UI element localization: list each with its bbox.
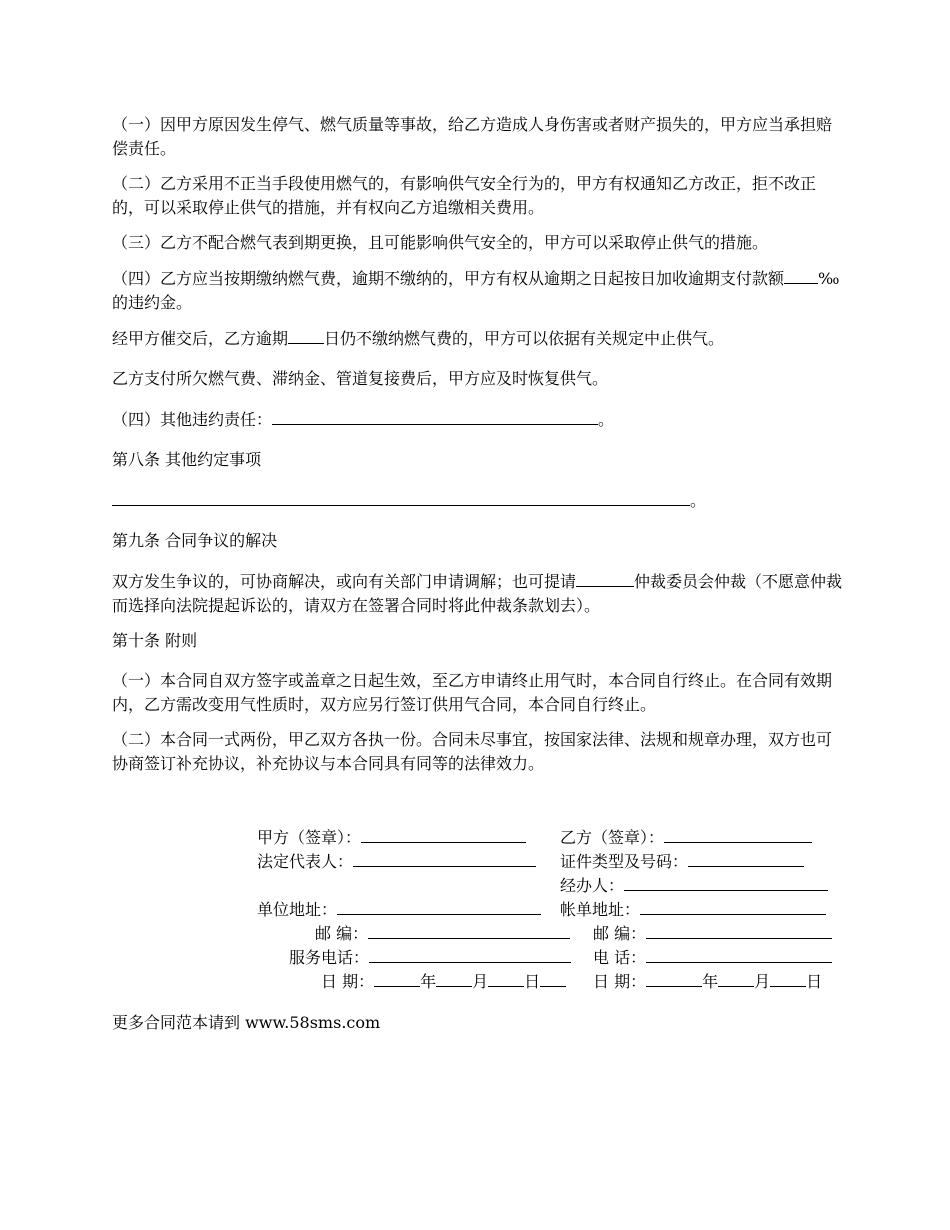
date-a-month-blank <box>436 969 472 987</box>
other-liability-blank <box>272 407 598 425</box>
service-phone-label: 服务电话： <box>289 948 370 967</box>
signature-row-parties <box>257 825 847 849</box>
arbitration-committee-blank <box>576 569 634 587</box>
clause-4-tail: ‰的违约金。 <box>112 269 840 312</box>
party-a-label: 甲方（签章）： <box>257 828 362 847</box>
phone <box>593 945 832 970</box>
date-b-year-blank <box>646 969 702 987</box>
date-a-trailing-blank <box>540 969 566 987</box>
date-b-month-blank <box>718 969 754 987</box>
date-b-day-blank <box>770 969 806 987</box>
party-a-signature <box>257 825 526 850</box>
legal-rep-label: 法定代表人： <box>257 852 354 871</box>
id-type-label: 证件类型及号码： <box>560 852 689 871</box>
phone-label: 电 话： <box>593 948 647 967</box>
handler <box>560 873 828 898</box>
postcode-b-blank <box>646 921 832 939</box>
unit-address-blank <box>337 897 541 915</box>
signature-row-phone <box>257 945 847 969</box>
signature-block <box>257 825 847 993</box>
unit-address-label: 单位地址： <box>257 900 338 919</box>
other-matters-blank <box>112 488 690 506</box>
id-type-blank <box>688 849 804 867</box>
clause-6: 乙方支付所欠燃气费、滞纳金、管道复接费后，甲方应及时恢复供气。 <box>112 369 609 388</box>
signature-row-postcode <box>257 921 847 945</box>
postcode-b-label: 邮 编： <box>593 924 647 943</box>
signature-row-handler <box>257 873 847 897</box>
article-8-content <box>112 488 844 513</box>
date-b-month: 月 <box>754 972 771 991</box>
clause-7-tail: 。 <box>598 410 615 429</box>
contract-page <box>112 113 844 1032</box>
clause-2: （二）乙方采用不正当手段使用燃气的，有影响供气安全行为的，甲方有权通知乙方改正，拒不改正的，可以采取停止供气的措施，并有权向乙方追缴相关费用。 <box>112 174 817 217</box>
party-b-blank <box>664 825 812 843</box>
clause-5-tail: 日仍不缴纳燃气费的，甲方可以依据有关规定中止供气。 <box>324 329 725 348</box>
legal-representative <box>257 849 536 874</box>
signature-row-date <box>257 969 847 993</box>
id-type-number <box>560 849 804 874</box>
handler-label: 经办人： <box>560 876 625 895</box>
article-8-title: 第八条 其他约定事项 <box>112 450 262 469</box>
clause-4 <box>112 266 844 315</box>
date-a-day: 日 <box>524 972 541 991</box>
party-b-label: 乙方（签章）： <box>560 828 665 847</box>
date-a-year: 年 <box>420 972 437 991</box>
clause-5-text: 经甲方催交后，乙方逾期 <box>112 329 289 348</box>
article-9-title: 第九条 合同争议的解决 <box>112 531 278 550</box>
clause-1: （一）因甲方原因发生停气、燃气质量等事故，给乙方造成人身伤害或者财产损失的，甲方应当承担赔偿责任。 <box>112 115 833 158</box>
postcode-a-blank <box>368 921 570 939</box>
date-a-month: 月 <box>472 972 489 991</box>
article-9-content <box>112 569 844 618</box>
article-9-text: 双方发生争议的，可协商解决，或向有关部门申请调解；也可提请 <box>112 572 577 591</box>
clause-3: （三）乙方不配合燃气表到期更换，且可能影响供气安全的，甲方可以采取停止供气的措施。 <box>112 233 769 252</box>
overdue-days-blank <box>288 326 324 344</box>
article-8-tail: 。 <box>690 491 707 510</box>
party-b-signature <box>560 825 812 850</box>
postcode-a-label: 邮 编： <box>315 924 369 943</box>
date-a-day-blank <box>488 969 524 987</box>
date-b-day: 日 <box>806 972 823 991</box>
date-a-year-blank <box>374 969 420 987</box>
date-a <box>321 969 566 994</box>
article-9-tail: 仲裁委员会仲裁（不愿意仲裁而选择向法院提起诉讼的，请双方在签署合同时将此仲裁条款划去）。 <box>112 572 843 615</box>
signature-row-address <box>257 897 847 921</box>
signature-row-representatives <box>257 849 847 873</box>
article-10-clause-2: （二）本合同一式两份，甲乙双方各执一份。合同未尽事宜，按国家法律、法规和规章办理，双方也可协商签订补充协议，补充协议与本合同具有同等的法律效力。 <box>112 730 833 773</box>
clause-7 <box>112 407 844 432</box>
legal-rep-blank <box>353 849 536 867</box>
footer-link-text: 更多合同范本请到 www.58sms.com <box>112 1013 381 1032</box>
party-a-blank <box>361 825 526 843</box>
bill-address-blank <box>640 897 826 915</box>
date-a-label: 日 期： <box>321 972 375 991</box>
service-phone <box>289 945 571 970</box>
clause-5 <box>112 326 844 351</box>
postcode-b <box>593 921 832 946</box>
bill-address-label: 帐单地址： <box>560 900 641 919</box>
late-fee-rate-blank <box>784 266 818 284</box>
unit-address <box>257 897 541 922</box>
bill-address <box>560 897 826 922</box>
date-b-year: 年 <box>702 972 719 991</box>
service-phone-blank <box>369 945 571 963</box>
handler-blank <box>624 873 828 891</box>
article-10-title: 第十条 附则 <box>112 631 198 650</box>
postcode-a <box>315 921 570 946</box>
article-10-clause-1: （一）本合同自双方签字或盖章之日起生效，至乙方申请终止用气时，本合同自行终止。在合同有效期内，乙方需改变用气性质时，双方应另行签订供用气合同，本合同自行终止。 <box>112 671 833 714</box>
clause-7-text: （四）其他违约责任： <box>112 410 273 429</box>
clause-4-text: （四）乙方应当按期缴纳燃气费，逾期不缴纳的，甲方有权从逾期之日起按日加收逾期支付款额 <box>112 269 785 288</box>
date-b-label: 日 期： <box>593 972 647 991</box>
phone-blank <box>646 945 832 963</box>
date-b <box>593 969 822 994</box>
